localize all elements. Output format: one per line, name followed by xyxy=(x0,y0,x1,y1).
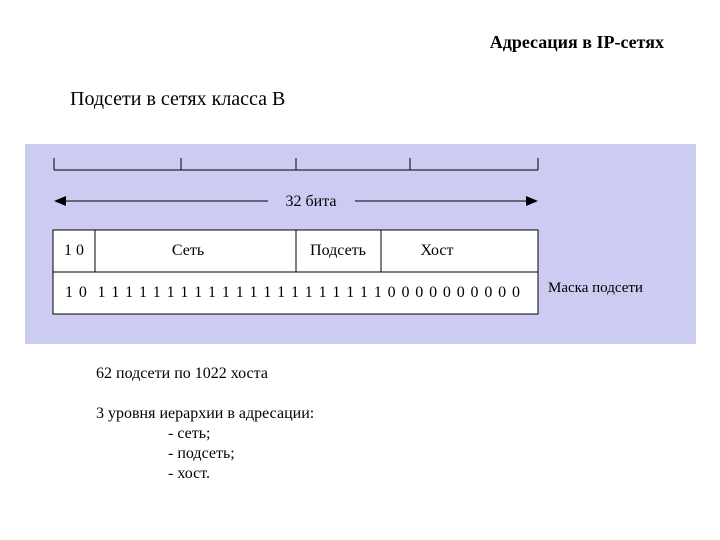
width-label: 32 бита xyxy=(285,193,337,210)
prefix-label: 1 0 xyxy=(64,242,84,259)
mask-bits: 1 0 1 1 1 1 1 1 1 1 1 1 1 1 1 1 1 1 1 1 1 1 1 0 0 0 0 0 0 0 0 0 0 xyxy=(65,284,520,301)
level-item-net: - сеть; xyxy=(168,425,211,442)
mask-label: Маска подсети xyxy=(548,280,643,296)
subnet-label: Подсеть xyxy=(310,242,366,259)
host-field xyxy=(381,230,538,272)
level-item-subnet: - подсеть; xyxy=(168,445,235,462)
levels-heading: 3 уровня иерархии в адресации: xyxy=(96,405,315,422)
host-label: Хост xyxy=(420,242,454,259)
address-fields xyxy=(53,230,538,272)
level-item-host: - хост. xyxy=(168,465,211,482)
notes xyxy=(96,364,314,484)
bit-ruler xyxy=(54,158,538,170)
net-label: Сеть xyxy=(171,242,205,259)
slide-subtitle: Подсети в сетях класса В xyxy=(70,88,286,110)
subnet-summary: 62 подсети по 1022 хоста xyxy=(96,365,268,382)
arrow-head-left xyxy=(54,196,66,206)
arrow-head-right xyxy=(526,196,538,206)
slide-title: Адресация в IP-сетях xyxy=(489,32,664,52)
